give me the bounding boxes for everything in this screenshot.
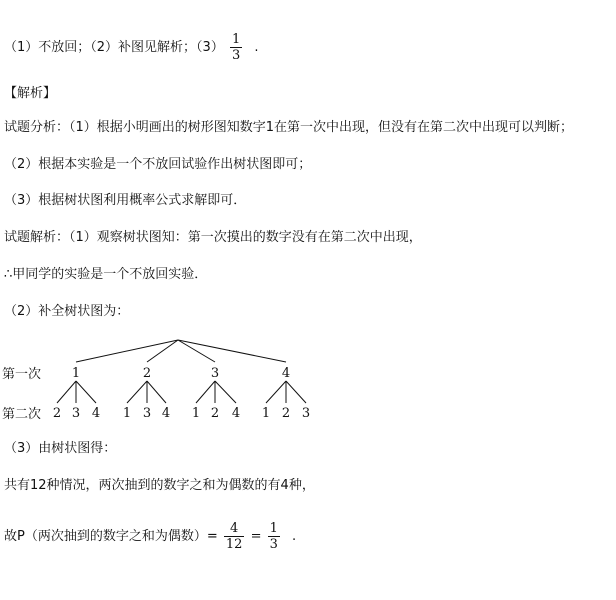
solution-line-2: ∴甲同学的实验是一个不放回实验．: [4, 267, 208, 282]
section-title: 【解析】: [4, 86, 57, 101]
tree-edge: [147, 381, 166, 403]
answer-text: （1）不放回；（2）补图见解析；（3）: [4, 40, 224, 55]
tree-first-level: [72, 366, 290, 381]
answer-fraction-denominator: 3: [231, 48, 241, 63]
tree-node-second: 2: [52, 406, 62, 421]
tree-node-second: 4: [161, 406, 171, 421]
analysis-line-2: （2）根据本实验是一个不放回试验作出树状图即可；: [4, 157, 312, 172]
part3-line-1: （3）由树状图得：: [4, 441, 117, 456]
tree-node-second: 3: [301, 406, 311, 421]
tree-node-first: 3: [210, 366, 220, 381]
tree-node-second: 2: [210, 406, 220, 421]
tree-node-first: 4: [281, 366, 291, 381]
tree-first-label: 第一次: [2, 367, 42, 382]
probability-prefix: 故P（两次抽到的数字之和为偶数）=: [4, 529, 218, 544]
tree-node-second: 4: [231, 406, 241, 421]
tree-edge: [76, 340, 178, 362]
tree-edge: [178, 340, 215, 362]
equals-sign: =: [250, 529, 262, 544]
probability-fraction-2-denominator: 3: [269, 537, 278, 552]
tree-node-second: 3: [71, 406, 81, 421]
tree-edge: [57, 381, 76, 403]
analysis-line-3: （3）根据树状图利用概率公式求解即可．: [4, 193, 247, 208]
probability-fraction-1-denominator: 12: [225, 537, 243, 552]
probability-line: [4, 520, 296, 554]
solution-line-1: 试题解析：（1）观察树状图知：第一次摸出的数字没有在第二次中出现，: [4, 230, 422, 245]
tree-lines: [57, 340, 306, 403]
probability-fraction-1: [224, 521, 245, 552]
tree-node-second: 1: [261, 406, 271, 421]
tree-edge: [178, 340, 286, 362]
tree-edge: [286, 381, 306, 403]
answer-fraction-numerator: 1: [231, 32, 241, 47]
answer-period: .: [254, 40, 259, 55]
tree-node-second: 1: [122, 406, 132, 421]
tree-second-level: [53, 406, 310, 421]
answer-fraction: [230, 32, 242, 63]
tree-edge: [266, 381, 286, 403]
analysis-line-1: 试题分析：（1）根据小明画出的树形图知数字1在第一次中出现，但没有在第二次中出现可以判断；: [4, 120, 574, 135]
tree-node-first: 1: [71, 366, 81, 381]
tree-edge: [76, 381, 96, 403]
tree-node-second: 3: [142, 406, 152, 421]
tree-edge: [196, 381, 215, 403]
probability-fraction-1-numerator: 4: [230, 521, 239, 536]
tree-node-second: 4: [91, 406, 101, 421]
part3-line-2: 共有12种情况，两次抽到的数字之和为偶数的有4种，: [4, 478, 315, 493]
tree-second-label: 第二次: [2, 407, 42, 422]
tree-node-first: 2: [142, 366, 152, 381]
probability-period: .: [292, 529, 297, 544]
tree-node-second: 1: [191, 406, 201, 421]
solution-line-3: （2）补全树状图为：: [4, 304, 130, 319]
tree-edge: [147, 340, 178, 362]
probability-fraction-2-numerator: 1: [269, 521, 278, 536]
answer-line: [4, 32, 259, 63]
tree-edge: [127, 381, 147, 403]
tree-edge: [215, 381, 236, 403]
probability-fraction-2: [268, 521, 280, 552]
tree-node-second: 2: [281, 406, 291, 421]
